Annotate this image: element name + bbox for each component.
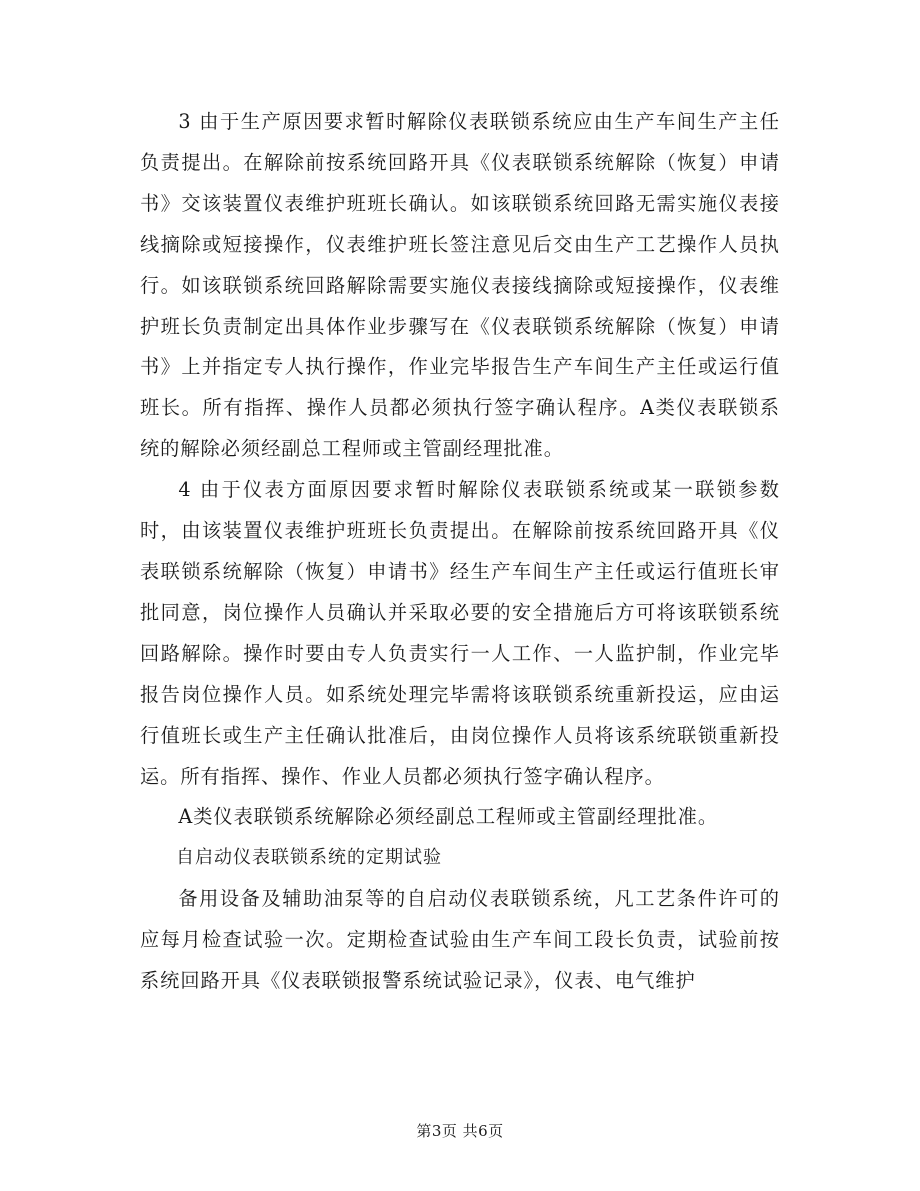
page-number-footer: 第3页 共6页 <box>416 1122 504 1140</box>
document-body <box>140 102 780 1002</box>
paragraph-approval-note: A类仪表联锁系统解除必须经副总工程师或主管副经理批准。 <box>178 805 719 829</box>
paragraph-periodic-test: 备用设备及辅助油泵等的自启动仪表联锁系统，凡工艺条件许可的应每月检查试验一次。定期检查试验由生产车间工段长负责，试验前按系统回路开具《仪表联锁报警系统试验记录》，仪表、电气维护 <box>140 887 780 993</box>
paragraph-item-3: 3 由于生产原因要求暂时解除仪表联锁系统应由生产车间生产主任负责提出。在解除前按系统回路开具《仪表联锁系统解除（恢复）申请书》交该装置仪表维护班班长确认。如该联锁系统回路无需实施仪表接线摘除或短接操作，仪表维护班长签注意见后交由生产工艺操作人员执行。如该联锁系统回路解除需要实施仪表接线摘除或短接操作，仪表维护班长负责制定出具体作业步骤写在《仪表联锁系统解除（恢复）申请书》上并指定专人执行操作，作业完毕报告生产车间生产主任或运行值班长。所有指挥、操作人员都必须执行签字确认程序。A类仪表联锁系统的解除必须经副总工程师或主管副经理批准。 <box>140 110 780 461</box>
section-heading: 自启动仪表联锁系统的定期试验 <box>176 847 442 869</box>
paragraph-item-4: 4 由于仪表方面原因要求暂时解除仪表联锁系统或某一联锁参数时，由该装置仪表维护班班长负责提出。在解除前按系统回路开具《仪表联锁系统解除（恢复）申请书》经生产车间生产主任或运行值班长审批同意，岗位操作人员确认并采取必要的安全措施后方可将该联锁系统回路解除。操作时要由专人负责实行一人工作、一人监护制，作业完毕报告岗位操作人员。如系统处理完毕需将该联锁系统重新投运，应由运行值班长或生产主任确认批准后，由岗位操作人员将该系统联锁重新投运。所有指挥、操作、作业人员都必须执行签字确认程序。 <box>140 478 780 788</box>
